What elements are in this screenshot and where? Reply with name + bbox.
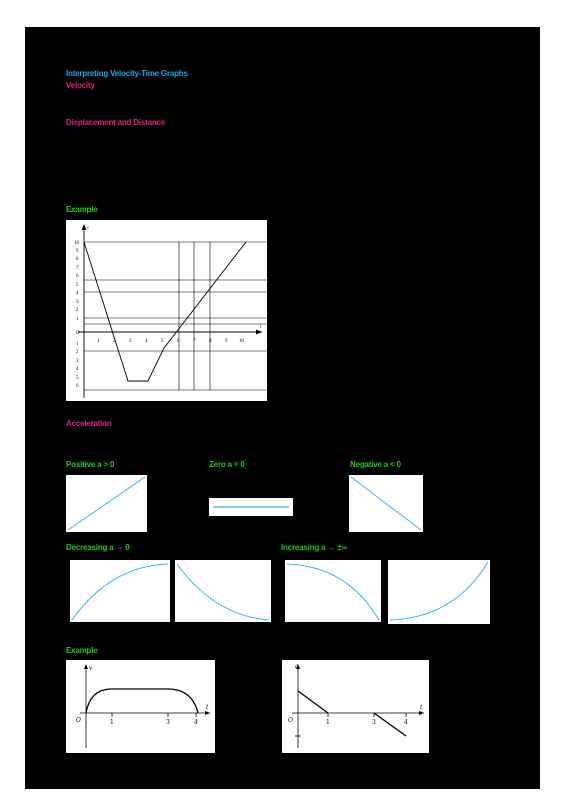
document-title: Interpreting Velocity-Time Graphs [66,69,188,78]
x-tick-label: 5 [161,339,164,344]
y-tick-label: 9 [76,249,79,254]
x-tick-label: 10 [239,339,244,344]
positive-accel-graph [66,475,147,532]
origin-label: O [76,331,80,336]
y-axis-label: v [89,665,93,672]
x-tick-label: 4 [404,719,408,726]
x-tick-label: 3 [372,719,376,726]
increasing-accel-graph-falling [285,560,381,622]
y-axis-label: a [295,663,299,670]
x-axis-label: t [260,325,262,330]
x-tick-label: 4 [145,339,148,344]
x-tick-label: 1 [326,719,330,726]
x-axis-label: t [420,704,423,711]
x-tick-label: 2 [113,339,116,344]
x-tick-label: 1 [110,719,114,726]
x-tick-label: 3 [166,719,170,726]
y-tick-label: 2 [76,308,79,313]
velocity-time-curve-graph [66,660,215,753]
velocity-time-example-graph [66,220,267,401]
origin-label: O [76,717,81,724]
negative-accel-label: Negative a < 0 [350,460,401,469]
x-tick-label: 3 [129,339,132,344]
velocity-heading: Velocity [66,81,95,90]
origin-label: O [288,717,293,724]
y-tick-label: 6 [76,274,79,279]
y-tick-label: 5 [76,283,79,288]
increasing-accel-label: Increasing a → ±∞ [281,543,347,552]
y-tick-label: 5 [76,376,79,381]
zero-accel-label: Zero a = 0 [209,460,245,469]
displacement-heading: Displacement and Distance [66,118,166,127]
example-heading: Example [66,205,98,214]
y-tick-label: 6 [76,384,79,389]
x-axis-label: t [206,704,209,711]
example-heading-2: Example [66,646,98,655]
x-tick-label: 9 [225,339,228,344]
y-tick-label: 3 [76,359,79,364]
y-tick-label: 4 [76,291,79,296]
positive-accel-label: Positive a > 0 [66,460,115,469]
y-tick-label: 1 [76,317,79,322]
decreasing-accel-graph-rising [70,560,170,622]
x-tick-label: 8 [209,339,212,344]
y-tick-label: 8 [76,257,79,262]
decreasing-accel-label: Decreasing a → 0 [66,543,130,552]
acceleration-time-graph [282,660,429,753]
y-tick-label: 2 [76,350,79,355]
negative-accel-graph [349,475,423,532]
y-tick-label: 3 [76,300,79,305]
y-tick-label: 10 [74,241,79,246]
y-tick-label: 4 [76,367,79,372]
x-tick-label: 1 [97,339,100,344]
increasing-accel-graph-rising [388,560,490,624]
y-tick-label: 1 [76,342,79,347]
x-tick-label: 6 [177,339,180,344]
zero-accel-graph [209,498,293,516]
acceleration-heading: Acceleration [66,419,112,428]
y-axis-label: v [87,226,90,231]
y-tick-label: 7 [76,266,79,271]
decreasing-accel-graph-falling [175,560,271,622]
x-tick-label: 7 [193,339,196,344]
x-tick-label: 4 [194,719,198,726]
